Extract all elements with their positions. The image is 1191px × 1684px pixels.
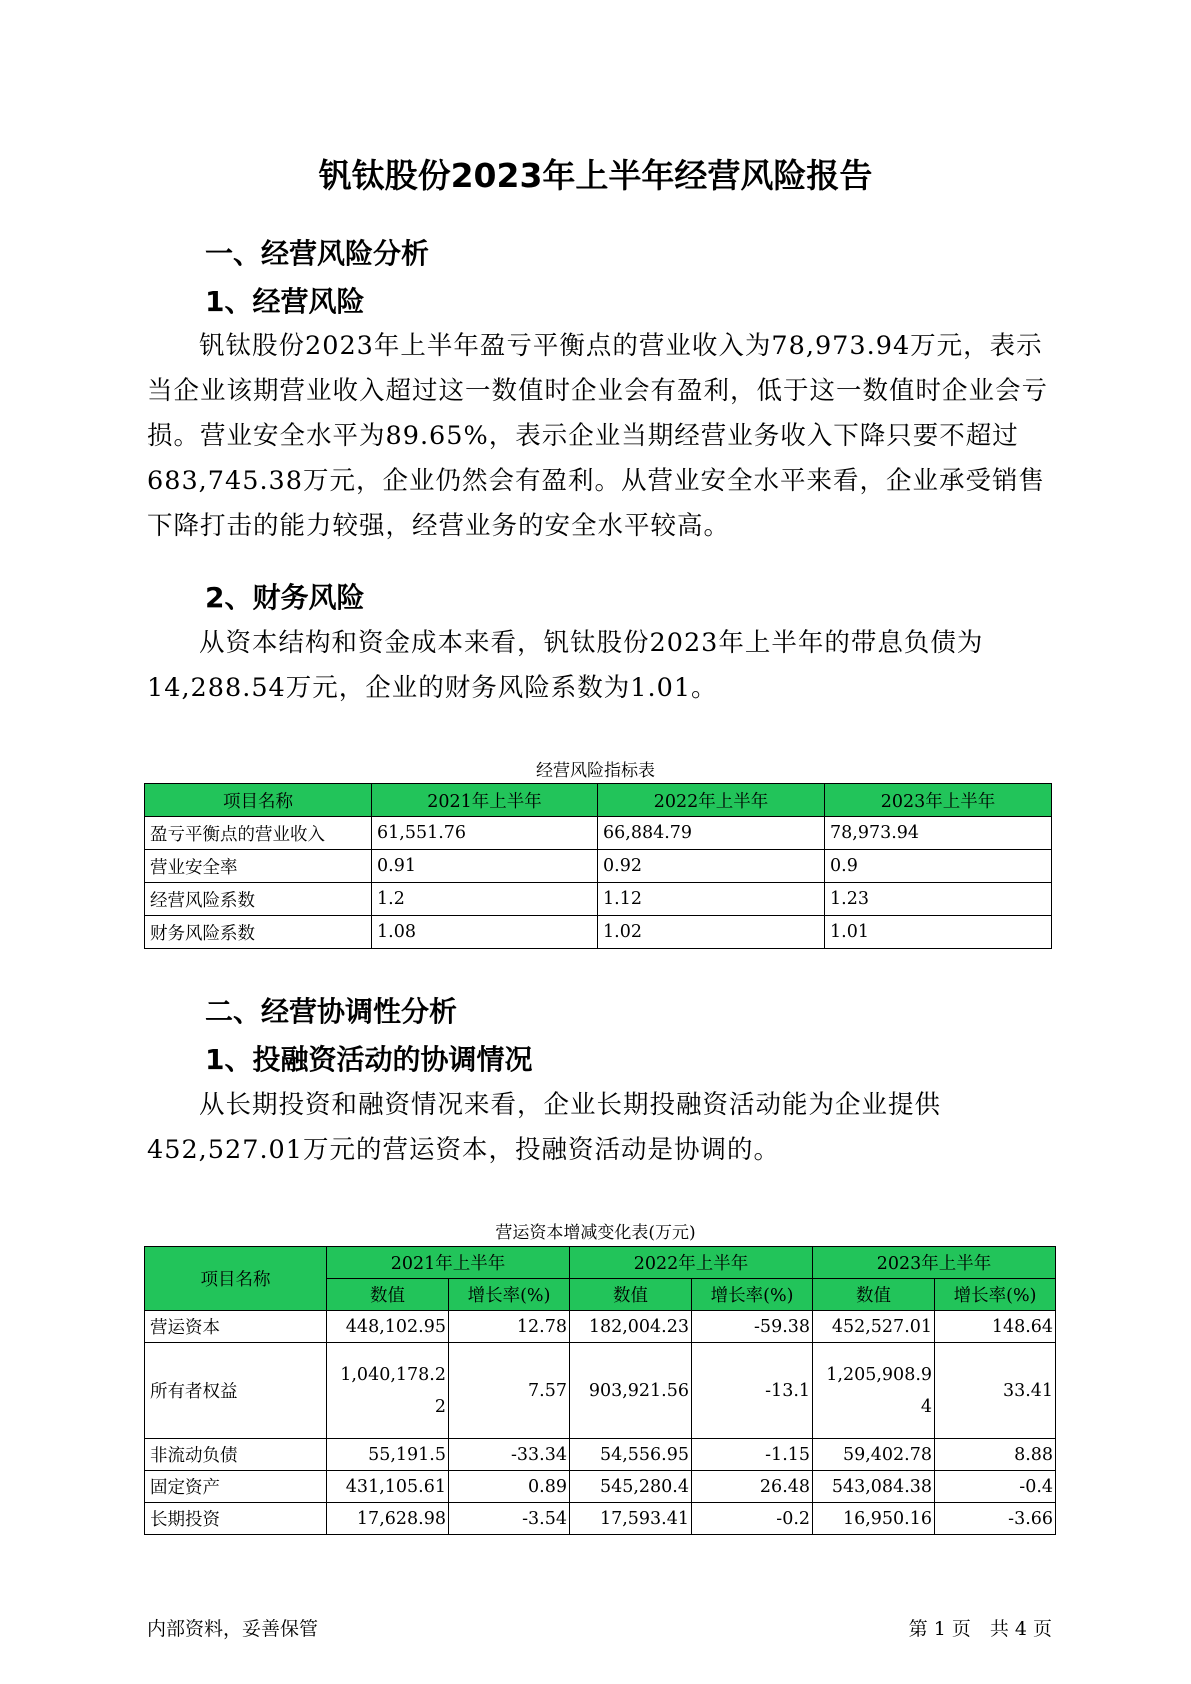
table-header-cell: 数值	[570, 1279, 692, 1311]
footer-page-number: 第 1 页 共 4 页	[908, 1618, 1052, 1640]
table-cell: -1.15	[692, 1439, 813, 1471]
subsection-heading-investment-financing: 1、投融资活动的协调情况	[205, 1043, 533, 1076]
table-cell: 448,102.95	[327, 1311, 449, 1343]
section-heading-coordination-analysis: 二、经营协调性分析	[205, 995, 458, 1028]
table-cell: -3.54	[449, 1503, 570, 1535]
table-header-cell: 2022年上半年	[598, 784, 825, 817]
table-header-cell: 数值	[327, 1279, 449, 1311]
investment-financing-paragraph: 从长期投资和融资情况来看，企业长期投融资活动能为企业提供452,527.01万元的营运资本，投融资活动是协调的。	[147, 1090, 942, 1165]
table-cell: 903,921.56	[570, 1343, 692, 1439]
table-cell: 431,105.61	[327, 1471, 449, 1503]
table-cell: -33.34	[449, 1439, 570, 1471]
table-cell: 55,191.5	[327, 1439, 449, 1471]
table-row	[145, 1343, 1056, 1439]
table-header-cell: 2023年上半年	[813, 1247, 1056, 1279]
table-cell: 17,593.41	[570, 1503, 692, 1535]
table-cell: -59.38	[692, 1311, 813, 1343]
table-cell: 1.08	[372, 916, 598, 949]
table-cell: 543,084.38	[813, 1471, 935, 1503]
table-cell: 66,884.79	[598, 817, 825, 850]
table-cell: 所有者权益	[145, 1343, 327, 1439]
table-row	[145, 850, 1052, 883]
table-header-cell: 2021年上半年	[327, 1247, 570, 1279]
table-cell: 长期投资	[145, 1503, 327, 1535]
table-header-cell: 2023年上半年	[825, 784, 1052, 817]
table-cell: 452,527.01	[813, 1311, 935, 1343]
subsection-heading-financial-risk: 2、财务风险	[205, 581, 365, 614]
working-capital-table-caption: 营运资本增减变化表(万元)	[495, 1223, 696, 1243]
table-cell: 1.2	[372, 883, 598, 916]
table-cell: 545,280.4	[570, 1471, 692, 1503]
table-cell: 26.48	[692, 1471, 813, 1503]
table-cell: 营运资本	[145, 1311, 327, 1343]
table-header-cell: 增长率(%)	[692, 1279, 813, 1311]
table-cell: 0.9	[825, 850, 1052, 883]
table-header-cell: 增长率(%)	[449, 1279, 570, 1311]
table-cell: 经营风险系数	[145, 883, 372, 916]
table-cell: 1,205,908.94	[813, 1343, 935, 1439]
table-cell: 财务风险系数	[145, 916, 372, 949]
table-row	[145, 916, 1052, 949]
table-cell: 16,950.16	[813, 1503, 935, 1535]
table-header-cell: 2021年上半年	[372, 784, 598, 817]
risk-table-caption: 经营风险指标表	[536, 761, 655, 781]
table-cell: 1,040,178.22	[327, 1343, 449, 1439]
working-capital-table	[144, 1246, 1056, 1535]
table-header-cell: 项目名称	[145, 1247, 327, 1311]
table-row	[145, 1311, 1056, 1343]
table-cell: 33.41	[935, 1343, 1056, 1439]
footer-confidential-note: 内部资料，妥善保管	[147, 1618, 319, 1640]
table-header-row	[145, 784, 1052, 817]
table-header-cell: 2022年上半年	[570, 1247, 813, 1279]
table-cell: 0.89	[449, 1471, 570, 1503]
table-cell: 盈亏平衡点的营业收入	[145, 817, 372, 850]
table-cell: 0.92	[598, 850, 825, 883]
risk-indicator-table	[144, 783, 1052, 949]
table-cell: -0.4	[935, 1471, 1056, 1503]
table-cell: 17,628.98	[327, 1503, 449, 1535]
table-cell: -0.2	[692, 1503, 813, 1535]
table-cell: 54,556.95	[570, 1439, 692, 1471]
table-cell: 0.91	[372, 850, 598, 883]
table-header-row	[145, 1247, 1056, 1279]
table-row	[145, 883, 1052, 916]
table-row	[145, 1471, 1056, 1503]
table-row	[145, 1439, 1056, 1471]
table-cell: 1.02	[598, 916, 825, 949]
table-header-cell: 项目名称	[145, 784, 372, 817]
table-cell: 固定资产	[145, 1471, 327, 1503]
table-cell: 78,973.94	[825, 817, 1052, 850]
table-cell: 148.64	[935, 1311, 1056, 1343]
table-header-cell: 数值	[813, 1279, 935, 1311]
table-row	[145, 817, 1052, 850]
operating-risk-paragraph: 钒钛股份2023年上半年盈亏平衡点的营业收入为78,973.94万元，表示当企业该期营业收入超过这一数值时企业会有盈利，低于这一数值时企业会亏损。营业安全水平为89.65%，表示企业当期经营业务收入下降只要不超过683,745.38万元，企业仍然会有盈利。从营业安全水平来看，企业承受销售下降打击的能力较强，经营业务的安全水平较高。	[147, 331, 1049, 541]
table-cell: 61,551.76	[372, 817, 598, 850]
table-cell: 7.57	[449, 1343, 570, 1439]
page-title: 钒钛股份2023年上半年经营风险报告	[318, 156, 873, 195]
financial-risk-paragraph: 从资本结构和资金成本来看，钒钛股份2023年上半年的带息负债为14,288.54万元，企业的财务风险系数为1.01。	[147, 628, 984, 703]
table-cell: 营业安全率	[145, 850, 372, 883]
table-cell: 12.78	[449, 1311, 570, 1343]
section-heading-risk-analysis: 一、经营风险分析	[205, 237, 430, 270]
table-cell: 1.12	[598, 883, 825, 916]
table-header-cell: 增长率(%)	[935, 1279, 1056, 1311]
table-cell: 非流动负债	[145, 1439, 327, 1471]
table-cell: -13.1	[692, 1343, 813, 1439]
table-cell: 1.01	[825, 916, 1052, 949]
table-cell: 59,402.78	[813, 1439, 935, 1471]
table-cell: 8.88	[935, 1439, 1056, 1471]
table-cell: -3.66	[935, 1503, 1056, 1535]
table-row	[145, 1503, 1056, 1535]
table-cell: 1.23	[825, 883, 1052, 916]
table-cell: 182,004.23	[570, 1311, 692, 1343]
subsection-heading-operating-risk: 1、经营风险	[205, 285, 365, 318]
